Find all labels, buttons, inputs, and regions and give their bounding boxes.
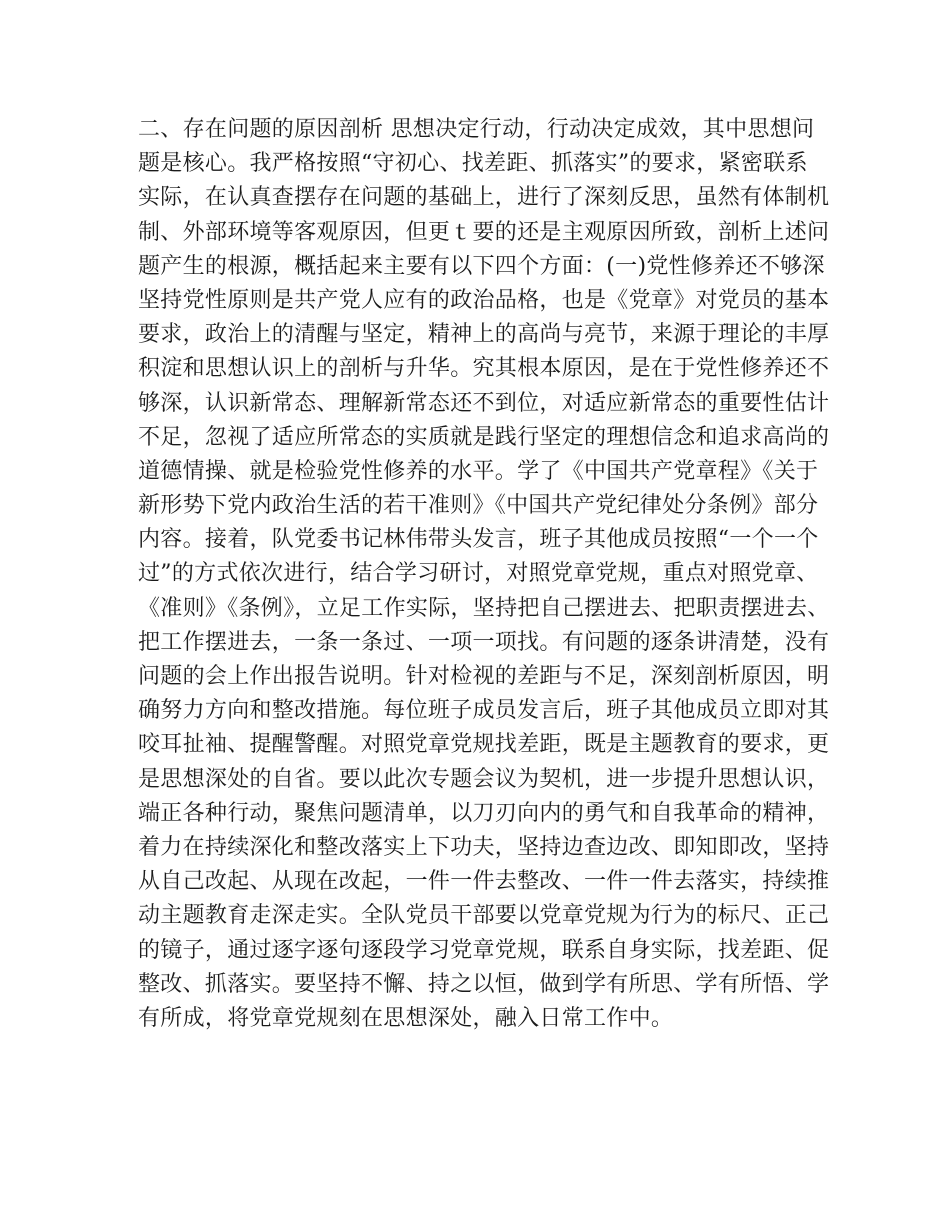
text-line: 端正各种行动，聚焦问题清单，以刀刃向内的勇气和自我革命的精神， [138,800,830,826]
text-line: 道德情操、就是检验党性修养的水平。学了《中国共产党章程》《关于 [138,458,819,484]
text-line: 内容。接着，队党委书记林伟带头发言，班子其他成员按照“一个一个 [138,527,819,553]
text-line: 实际，在认真查摆存在问题的基础上，进行了深刻反思，虽然有体制机 [138,185,830,211]
text-line: 《准则》《条例》，立足工作实际，坚持把自己摆进去、把职责摆进去、 [138,595,830,621]
text-line: 咬耳扯袖、提醒警醒。对照党章党规找差距，既是主题教育的要求，更 [138,732,830,758]
text-line: 问题的会上作出报告说明。针对检视的差距与不足，深刻剖析原因，明 [138,664,830,689]
text-line: 的镜子，通过逐字逐句逐段学习党章党规，联系自身实际，找差距、促 [138,937,830,963]
text-line: 新形势下党内政治生活的若干准则》《中国共产党纪律处分条例》部分 [138,493,819,519]
text-line: 积淀和思想认识上的剖析与升华。究其根本原因，是在于党性修养还不 [138,356,830,382]
text-line: 要求，政治上的清醒与坚定，精神上的高尚与亮节，来源于理论的丰厚 [138,322,830,348]
text-line: 确努力方向和整改措施。每位班子成员发言后，班子其他成员立即对其 [138,698,830,724]
text-line: 有所成，将党章党规刻在思想深处，融入日常工作中。 [138,1005,674,1031]
text-line: 动主题教育走深走实。全队党员干部要以党章党规为行为的标尺、正己 [138,903,830,929]
text-line: 题产生的根源，概括起来主要有以下四个方面：(一)党性修养还不够深 [138,253,825,279]
text-line: 坚持党性原则是共产党人应有的政治品格，也是《党章》对党员的基本 [138,287,830,313]
text-line: 从自己改起、从现在改起，一件一件去整改、一件一件去落实，持续推 [138,869,830,895]
text-line: 整改、抓落实。要坚持不懈、持之以恒，做到学有所思、学有所悟、学 [138,971,830,997]
text-line: 题是核心。我严格按照“守初心、找差距、抓落实”的要求，紧密联系 [138,151,808,177]
text-line: 过”的方式依次进行，结合学习研讨，对照党章党规，重点对照党章、 [138,561,819,587]
text-line: 是思想深处的自省。要以此次专题会议为契机，进一步提升思想认识， [138,766,830,792]
text-line: 不足，忽视了适应所常态的实质就是践行坚定的理想信念和追求高尚的 [138,424,830,450]
text-line: 着力在持续深化和整改落实上下功夫，坚持边查边改、即知即改，坚持 [138,834,830,860]
text-line: 制、外部环境等客观原因，但更ｔ要的还是主观原因所致，剖析上述问 [138,219,830,245]
text-line: 把工作摆进去，一条一条过、一项一项找。有问题的逐条讲清楚，没有 [138,629,830,655]
body-text [138,113,830,1036]
text-line: 二、存在问题的原因剖析 思想决定行动，行动决定成效，其中思想问 [138,117,815,142]
text-line: 够深，认识新常态、理解新常态还不到位，对适应新常态的重要性估计 [138,390,830,416]
